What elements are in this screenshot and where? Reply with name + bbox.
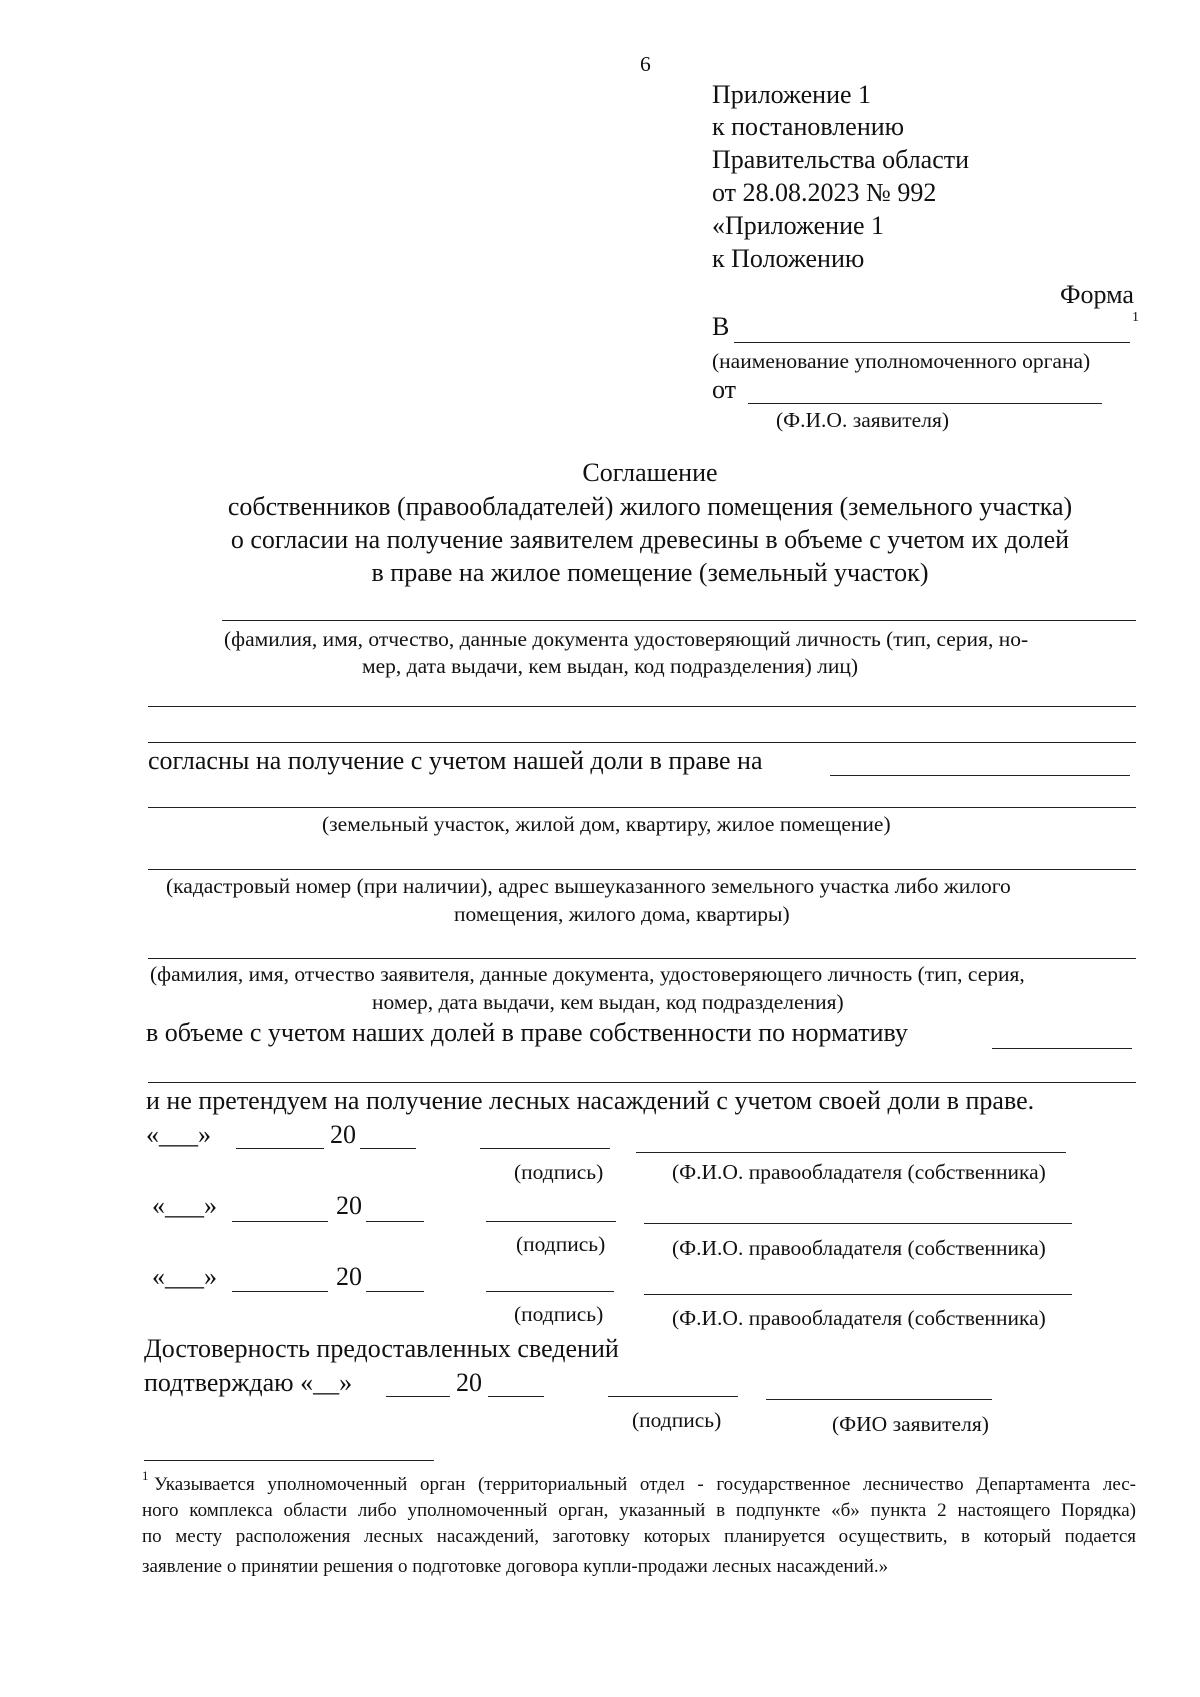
- appendix-line: к Положению: [712, 244, 865, 273]
- day-field[interactable]: «___»: [152, 1262, 217, 1291]
- form-label: Форма: [1060, 280, 1134, 309]
- footnote-mark: 1: [142, 1468, 149, 1483]
- footnote-text: по месту расположения лесных насаждений, заготовку которых планируется осуществить, в который подается: [142, 1526, 1136, 1547]
- blank-line[interactable]: [148, 1082, 1136, 1083]
- year-label: 20: [336, 1262, 362, 1291]
- year-line[interactable]: [488, 1396, 544, 1397]
- persons-hint: (фамилия, имя, отчество, данные документа удостоверяющий личность (тип, серия, но-: [224, 627, 1029, 651]
- month-line[interactable]: [232, 1221, 328, 1222]
- month-line[interactable]: [386, 1396, 450, 1397]
- from-line[interactable]: [748, 403, 1102, 404]
- persons-hint: мер, дата выдачи, кем выдан, код подразделения) лиц): [362, 654, 859, 678]
- appendix-line: от 28.08.2023 № 992: [712, 178, 937, 207]
- title-line: о согласии на получение заявителем древесины в объеме с учетом их долей: [230, 525, 1070, 554]
- cadastre-hint: помещения, жилого дома, квартиры): [454, 902, 790, 926]
- cadastre-hint: (кадастровый номер (при наличии), адрес вышеуказанного земельного участка либо жилого: [166, 874, 1011, 898]
- persons-line[interactable]: [222, 620, 1136, 621]
- object-line[interactable]: [148, 807, 1136, 808]
- name-hint: (Ф.И.О. правообладателя (собственника): [672, 1236, 1046, 1260]
- month-line[interactable]: [236, 1148, 324, 1149]
- footnote-separator: [144, 1460, 434, 1461]
- appendix-line: Приложение 1: [712, 80, 872, 109]
- name-line[interactable]: [644, 1223, 1072, 1224]
- name-hint: (Ф.И.О. правообладателя (собственника): [672, 1160, 1046, 1184]
- appendix-line: к постановлению: [712, 112, 905, 141]
- year-label: 20: [336, 1191, 362, 1220]
- sign-hint: (подпись): [632, 1408, 722, 1432]
- to-prefix: В: [712, 312, 730, 341]
- year-line[interactable]: [366, 1291, 424, 1292]
- signature-line[interactable]: [480, 1148, 610, 1149]
- from-prefix: от: [712, 375, 737, 404]
- appendix-line: Правительства области: [712, 145, 970, 174]
- signature-line[interactable]: [486, 1221, 616, 1222]
- name-hint: (ФИО заявителя): [832, 1412, 989, 1436]
- confirmation-line: Достоверность предоставленных сведений: [144, 1334, 619, 1363]
- refuse-text: и не претендуем на получение лесных насаждений с учетом своей доли в праве.: [146, 1086, 1035, 1115]
- year-label: 20: [456, 1368, 482, 1397]
- sign-hint: (подпись): [514, 1302, 604, 1326]
- page-number: 6: [640, 52, 651, 76]
- from-hint: (Ф.И.О. заявителя): [776, 408, 949, 432]
- footnote-text: Указывается уполномоченный орган (территориальный отдел - государственное лесничество Департамента лес-: [154, 1474, 1136, 1495]
- year-label: 20: [330, 1120, 356, 1149]
- name-hint: (Ф.И.О. правообладателя (собственника): [672, 1306, 1046, 1330]
- title-heading: Соглашение: [582, 458, 718, 487]
- sign-hint: (подпись): [516, 1232, 606, 1256]
- applicant-hint: (фамилия, имя, отчество заявителя, данные документа, удостоверяющего личность (тип, серия,: [150, 962, 1025, 986]
- sign-hint: (подпись): [514, 1160, 604, 1184]
- to-line[interactable]: [734, 342, 1130, 343]
- title-line: в праве на жилое помещение (земельный участок): [371, 558, 929, 587]
- agree-text: согласны на получение с учетом нашей доли в праве на: [148, 746, 763, 775]
- name-line[interactable]: [766, 1399, 992, 1400]
- title-line: собственников (правообладателей) жилого помещения (земельного участка): [227, 492, 1073, 521]
- name-line[interactable]: [636, 1152, 1066, 1153]
- confirmation-date[interactable]: подтверждаю «__»: [144, 1368, 353, 1397]
- agree-input-line[interactable]: [830, 775, 1130, 776]
- year-line[interactable]: [360, 1148, 416, 1149]
- cadastre-line[interactable]: [148, 869, 1136, 870]
- footnote-text: ного комплекса области либо уполномоченный орган, указанный в подпункте «б» пункта 2 настоящего Порядка): [142, 1500, 1136, 1521]
- day-field[interactable]: «___»: [146, 1120, 211, 1149]
- signature-line[interactable]: [608, 1396, 738, 1397]
- day-field[interactable]: «___»: [152, 1191, 217, 1220]
- appendix-line: «Приложение 1: [712, 211, 885, 240]
- footnote-mark: 1: [1132, 310, 1139, 325]
- applicant-line[interactable]: [148, 958, 1136, 959]
- month-line[interactable]: [232, 1291, 328, 1292]
- object-hint: (земельный участок, жилой дом, квартиру, жилое помещение): [322, 812, 891, 836]
- volume-input-line[interactable]: [992, 1048, 1132, 1049]
- volume-text: в объеме с учетом наших долей в праве собственности по нормативу: [146, 1018, 908, 1047]
- signature-line[interactable]: [486, 1291, 614, 1292]
- to-hint: (наименование уполномоченного органа): [712, 349, 1091, 373]
- blank-line[interactable]: [148, 706, 1136, 707]
- year-line[interactable]: [366, 1221, 424, 1222]
- name-line[interactable]: [644, 1294, 1072, 1295]
- blank-line[interactable]: [148, 742, 1136, 743]
- footnote-text: заявление о принятии решения о подготовке договора купли-продажи лесных насаждений.»: [142, 1556, 889, 1577]
- applicant-hint: номер, дата выдачи, кем выдан, код подразделения): [372, 990, 844, 1014]
